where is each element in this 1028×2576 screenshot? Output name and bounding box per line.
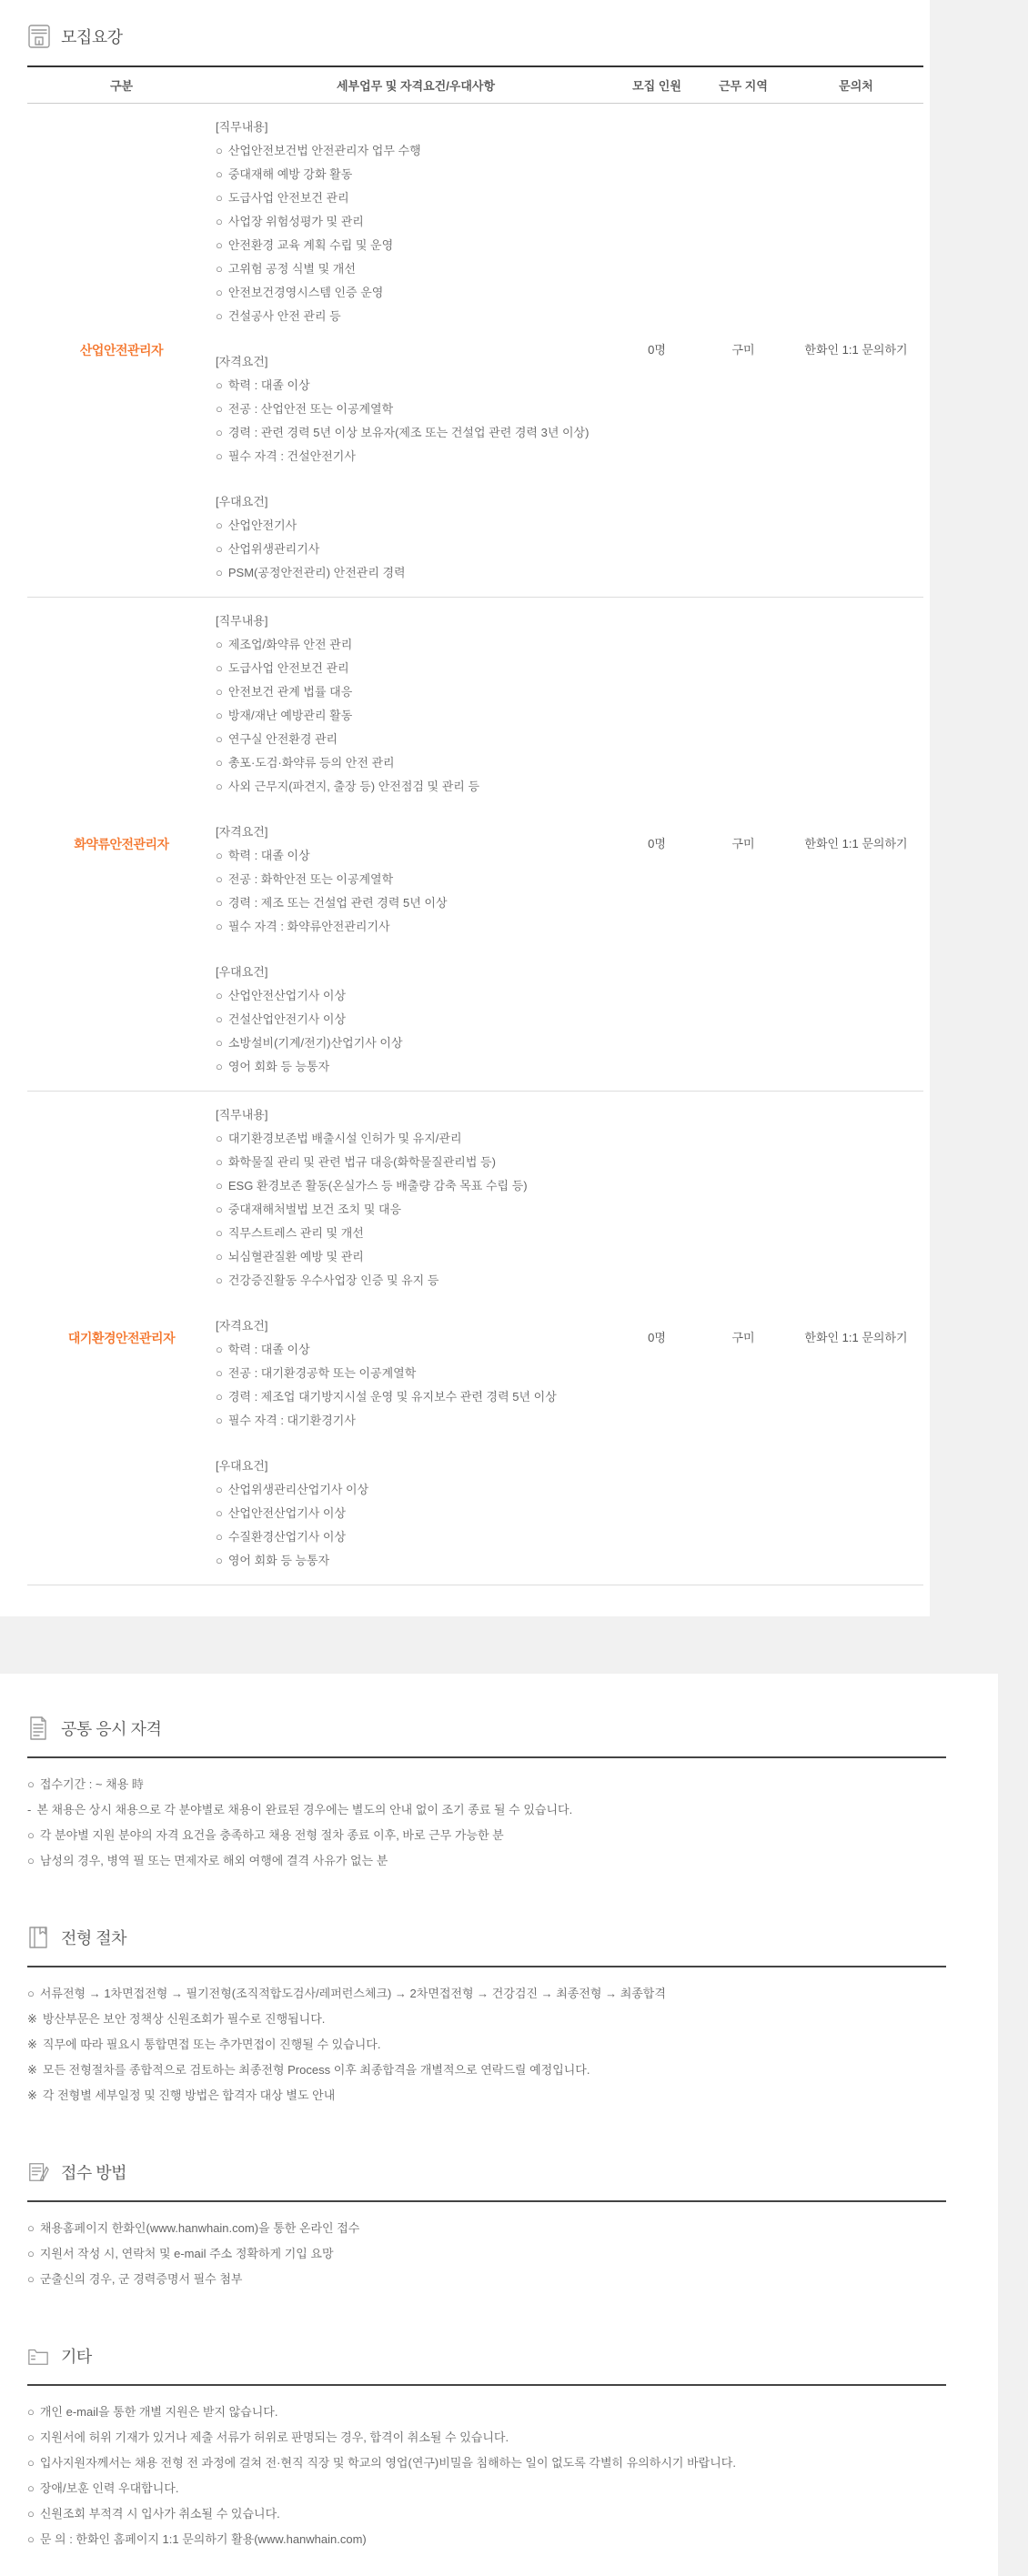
item-bullet: ○ [216, 638, 223, 651]
info-line [27, 2007, 971, 2032]
category-cell: 대기환경안전관리자 [67, 1331, 176, 1345]
detail-heading: [우대요건] [216, 965, 268, 979]
info-section [27, 2159, 971, 2292]
item-bullet: ○ [216, 1414, 223, 1427]
detail-item [216, 139, 616, 163]
detail-item-text: 전공 : 대기환경공학 또는 이공계열학 [227, 1366, 417, 1380]
info-line [27, 1797, 971, 1823]
location-cell: 구미 [731, 837, 755, 850]
info-section-title: 접수 방법 [61, 2164, 127, 2182]
detail-item-text: 화학물질 관리 및 관련 법규 대응(화학물질관리법 등) [227, 1155, 496, 1169]
category-cell: 산업안전관리자 [79, 343, 164, 357]
info-line-text: 모든 전형절차를 종합적으로 검토하는 최종전형 Process 이후 최종합격을 개별적으로 연락드릴 예정입니다. [42, 2063, 590, 2077]
info-line [27, 2400, 971, 2425]
detail-item [216, 984, 616, 1008]
detail-item [216, 704, 616, 728]
info-section-header [27, 1925, 971, 1950]
detail-item [216, 1055, 616, 1079]
detail-item [216, 891, 616, 915]
detail-item [216, 281, 616, 305]
info-section-header [27, 1716, 971, 1741]
page-title: 모집요강 [61, 28, 123, 46]
detail-item [216, 234, 616, 257]
detail-item [216, 421, 616, 445]
table-row [27, 598, 923, 1092]
info-line [27, 2527, 971, 2552]
detail-item [216, 163, 616, 186]
info-section-header [27, 2343, 971, 2369]
detail-item-text: 경력 : 제조업 대기방지시설 운영 및 유지보수 관련 경력 5년 이상 [227, 1390, 557, 1404]
info-line [27, 2241, 971, 2267]
line-marker: ○ [27, 1777, 35, 1791]
detail-item [216, 1198, 616, 1222]
detail-item-text: 뇌심혈관질환 예방 및 관리 [227, 1250, 364, 1263]
detail-section [216, 1314, 616, 1433]
headcount-cell: 0명 [648, 837, 666, 850]
detail-item [216, 1362, 616, 1385]
col-header-headcount: 모집 인원 [632, 79, 681, 93]
info-line-text: 지원서 작성 시, 연락처 및 e-mail 주소 정확하게 기입 요망 [39, 2247, 334, 2260]
detail-cell [216, 1103, 616, 1573]
line-marker: ○ [27, 1987, 35, 2000]
info-section [27, 1925, 971, 2108]
info-line-text: 서류전형 → 1차면접전형 → 필기전형(조직적합도검사/레퍼런스체크) → 2차면접전형 → 건강검진 → 최종전형 → 최종합격 [39, 1987, 666, 2000]
detail-item-text: 경력 : 관련 경력 5년 이상 보유자(제조 또는 건설업 관련 경력 3년 이상) [227, 426, 590, 439]
location-cell: 구미 [731, 1331, 755, 1344]
detail-item-text: 중대재해처벌법 보건 조치 및 대응 [227, 1202, 402, 1216]
detail-item-text: 산업위생관리산업기사 이상 [227, 1483, 369, 1496]
detail-item-text: 영어 회화 등 능통자 [227, 1554, 330, 1567]
detail-item [216, 775, 616, 799]
detail-item [216, 514, 616, 538]
info-panel [0, 1674, 998, 2576]
info-line [27, 2501, 971, 2527]
detail-heading: [자격요건] [216, 355, 268, 368]
detail-item-text: 안전보건경영시스템 인증 운영 [227, 286, 384, 299]
item-bullet: ○ [216, 1366, 223, 1380]
line-marker: ○ [27, 1828, 35, 1842]
item-bullet: ○ [216, 896, 223, 910]
line-marker: ※ [27, 2038, 37, 2051]
item-bullet: ○ [216, 167, 223, 181]
item-bullet: ○ [216, 920, 223, 933]
detail-item [216, 1269, 616, 1293]
col-header-category: 구분 [109, 79, 134, 93]
detail-item [216, 1127, 616, 1151]
document-lines-icon [27, 1716, 49, 1741]
detail-item-text: ESG 환경보존 활동(온실가스 등 배출량 감축 목표 수립 등) [227, 1179, 528, 1192]
detail-item-text: 학력 : 대졸 이상 [227, 378, 310, 392]
detail-item-text: 영어 회화 등 능통자 [227, 1060, 330, 1073]
item-bullet: ○ [216, 144, 223, 157]
clipboard-pencil-icon [27, 2159, 49, 2185]
item-bullet: ○ [216, 1226, 223, 1240]
info-section-header [27, 2159, 971, 2185]
detail-heading: [자격요건] [216, 1319, 268, 1333]
info-line-text: 방산부문은 보안 정책상 신원조회가 필수로 진행됩니다. [42, 2012, 326, 2026]
line-marker: ○ [27, 2247, 35, 2260]
item-bullet: ○ [216, 449, 223, 463]
folder-icon [27, 2343, 49, 2369]
detail-item-text: 중대재해 예방 강화 활동 [227, 167, 353, 181]
info-section [27, 1716, 971, 1874]
detail-item-text: 산업안전기사 [227, 518, 297, 532]
detail-item [216, 538, 616, 561]
item-bullet: ○ [216, 1390, 223, 1404]
detail-item [216, 1031, 616, 1055]
item-bullet: ○ [216, 1202, 223, 1216]
detail-item [216, 728, 616, 751]
line-marker: ○ [27, 2532, 35, 2546]
detail-item [216, 633, 616, 657]
line-marker: ○ [27, 2456, 35, 2470]
info-line [27, 1823, 971, 1848]
detail-item [216, 1385, 616, 1409]
item-bullet: ○ [216, 566, 223, 579]
info-line [27, 2267, 971, 2292]
detail-section [216, 350, 616, 468]
detail-section [216, 116, 616, 328]
item-bullet: ○ [216, 1273, 223, 1287]
item-bullet: ○ [216, 1506, 223, 1520]
detail-item [216, 210, 616, 234]
item-bullet: ○ [216, 709, 223, 722]
info-line-text: 접수기간 : ~ 채용 時 [39, 1777, 144, 1791]
detail-section [216, 490, 616, 585]
info-line-text: 직무에 따라 필요시 통합면접 또는 추가면접이 진행될 수 있습니다. [42, 2038, 381, 2051]
detail-item [216, 657, 616, 680]
detail-item-text: 제조업/화약류 안전 관리 [227, 638, 353, 651]
info-line [27, 1772, 971, 1797]
detail-item-text: 필수 자격 : 화약류안전관리기사 [227, 920, 390, 933]
info-line-text: 채용홈페이지 한화인(www.hanwhain.com)을 통한 온라인 접수 [39, 2221, 360, 2235]
detail-item [216, 1008, 616, 1031]
detail-item [216, 1409, 616, 1433]
detail-heading: [우대요건] [216, 495, 268, 508]
detail-item-text: 산업안전보건법 안전관리자 업무 수행 [227, 144, 421, 157]
info-section-lines [27, 1758, 971, 1874]
item-bullet: ○ [216, 238, 223, 252]
info-line [27, 1848, 971, 1874]
info-section-title: 전형 절차 [61, 1929, 127, 1947]
item-bullet: ○ [216, 262, 223, 276]
info-line-text: 본 채용은 상시 채용으로 각 분야별로 채용이 완료된 경우에는 별도의 안내 없이 조기 종료 될 수 있습니다. [36, 1803, 573, 1816]
detail-item-text: 전공 : 화학안전 또는 이공계열학 [227, 872, 394, 886]
item-bullet: ○ [216, 1132, 223, 1145]
info-line [27, 2058, 971, 2083]
detail-item-text: PSM(공정안전관리) 안전관리 경력 [227, 566, 406, 579]
detail-item [216, 1222, 616, 1245]
line-marker: ※ [27, 2063, 37, 2077]
info-section [27, 2343, 971, 2552]
detail-heading: [자격요건] [216, 825, 268, 839]
detail-item [216, 1174, 616, 1198]
item-bullet: ○ [216, 1060, 223, 1073]
item-bullet: ○ [216, 542, 223, 556]
item-bullet: ○ [216, 872, 223, 886]
detail-item [216, 1245, 616, 1269]
item-bullet: ○ [216, 1012, 223, 1026]
line-marker: ※ [27, 2012, 37, 2026]
info-section-title: 공통 응시 자격 [61, 1720, 162, 1738]
detail-item [216, 1338, 616, 1362]
detail-heading: [직무내용] [216, 1108, 268, 1122]
item-bullet: ○ [216, 1554, 223, 1567]
info-section-title: 기타 [61, 2348, 92, 2366]
detail-item-text: 건설공사 안전 관리 등 [227, 309, 341, 323]
detail-item-text: 전공 : 산업안전 또는 이공계열학 [227, 402, 394, 416]
detail-item-text: 도급사업 안전보건 관리 [227, 661, 349, 675]
item-bullet: ○ [216, 1530, 223, 1544]
detail-item-text: 안전보건 관계 법률 대응 [227, 685, 353, 699]
line-marker: ○ [27, 2405, 35, 2419]
detail-heading: [직무내용] [216, 120, 268, 134]
line-marker: ○ [27, 2507, 35, 2521]
info-line-text: 입사지원자께서는 채용 전형 전 과정에 걸쳐 전·현직 직장 및 학교의 영업(연구)비밀을 침해하는 일이 없도록 각별히 유의하시기 바랍니다. [39, 2456, 736, 2470]
info-line-text: 군출신의 경우, 군 경력증명서 필수 첨부 [39, 2272, 243, 2286]
line-marker: ○ [27, 2221, 35, 2235]
detail-item-text: 고위험 공정 식별 및 개선 [227, 262, 356, 276]
detail-item-text: 도급사업 안전보건 관리 [227, 191, 349, 205]
item-bullet: ○ [216, 989, 223, 1002]
detail-item-text: 연구실 안전환경 관리 [227, 732, 338, 746]
detail-section [216, 820, 616, 939]
detail-section [216, 1103, 616, 1293]
info-line-text: 신원조회 부적격 시 입사가 취소될 수 있습니다. [39, 2507, 280, 2521]
line-marker: ○ [27, 2430, 35, 2444]
item-bullet: ○ [216, 309, 223, 323]
info-line-text: 개인 e-mail을 통한 개별 지원은 받지 않습니다. [39, 2405, 278, 2419]
detail-item-text: 사외 근무지(파견지, 출장 등) 안전점검 및 관리 등 [227, 780, 480, 793]
info-sections [27, 1716, 971, 2552]
contact-link[interactable]: 한화인 1:1 문의하기 [804, 343, 908, 357]
info-line [27, 2425, 971, 2450]
detail-item-text: 산업안전산업기사 이상 [227, 989, 347, 1002]
category-cell: 화약류안전관리자 [74, 837, 169, 851]
detail-item-text: 방재/재난 예방관리 활동 [227, 709, 353, 722]
line-marker: ○ [27, 2481, 35, 2495]
table-row [27, 1092, 923, 1585]
detail-heading: [우대요건] [216, 1459, 268, 1473]
contact-link[interactable]: 한화인 1:1 문의하기 [804, 1331, 908, 1344]
detail-heading: [직무내용] [216, 614, 268, 628]
detail-item-text: 총포·도검·화약류 등의 안전 관리 [227, 756, 395, 770]
detail-cell [216, 116, 616, 585]
detail-item-text: 학력 : 대졸 이상 [227, 1343, 310, 1356]
detail-item [216, 397, 616, 421]
detail-item [216, 751, 616, 775]
detail-item [216, 305, 616, 328]
item-bullet: ○ [216, 849, 223, 862]
detail-cell [216, 609, 616, 1079]
detail-item [216, 1151, 616, 1174]
table-header-row [27, 67, 923, 104]
detail-item [216, 257, 616, 281]
detail-item [216, 561, 616, 585]
info-line-text: 남성의 경우, 병역 필 또는 면제자로 해외 여행에 결격 사유가 없는 분 [39, 1854, 388, 1867]
info-section-lines [27, 2386, 971, 2552]
item-bullet: ○ [216, 661, 223, 675]
line-marker: ○ [27, 1854, 35, 1867]
info-line-text: 각 전형별 세부일정 및 진행 방법은 합격자 대상 별도 안내 [42, 2088, 336, 2102]
item-bullet: ○ [216, 1250, 223, 1263]
info-line-text: 지원서에 허위 기재가 있거나 제출 서류가 허위로 판명되는 경우, 합격이 취소될 수 있습니다. [39, 2430, 509, 2444]
item-bullet: ○ [216, 215, 223, 228]
item-bullet: ○ [216, 426, 223, 439]
item-bullet: ○ [216, 286, 223, 299]
col-header-location: 근무 지역 [719, 79, 768, 93]
detail-item [216, 680, 616, 704]
item-bullet: ○ [216, 756, 223, 770]
detail-item-text: 안전환경 교육 계획 수립 및 운영 [227, 238, 394, 252]
info-section-lines [27, 1967, 971, 2108]
detail-section [216, 961, 616, 1079]
info-section-lines [27, 2202, 971, 2292]
item-bullet: ○ [216, 378, 223, 392]
table-body [27, 104, 923, 1585]
info-line [27, 2032, 971, 2058]
item-bullet: ○ [216, 518, 223, 532]
info-line [27, 1981, 971, 2007]
detail-item [216, 445, 616, 468]
info-line [27, 2450, 971, 2476]
contact-link[interactable]: 한화인 1:1 문의하기 [804, 837, 908, 850]
detail-item [216, 844, 616, 868]
detail-item-text: 건강증진활동 우수사업장 인증 및 유지 등 [227, 1273, 439, 1287]
table-row [27, 104, 923, 598]
item-bullet: ○ [216, 1483, 223, 1496]
detail-item [216, 1502, 616, 1525]
item-bullet: ○ [216, 1343, 223, 1356]
detail-section [216, 609, 616, 799]
detail-item-text: 산업안전산업기사 이상 [227, 1506, 347, 1520]
detail-item-text: 대기환경보존법 배출시설 인허가 및 유지/관리 [227, 1132, 462, 1145]
item-bullet: ○ [216, 732, 223, 746]
location-cell: 구미 [731, 343, 755, 357]
detail-item [216, 1478, 616, 1502]
item-bullet: ○ [216, 402, 223, 416]
detail-item [216, 374, 616, 397]
line-marker: ○ [27, 2272, 35, 2286]
info-line-text: 문 의 : 한화인 홈페이지 1:1 문의하기 활용(www.hanwhain.com) [39, 2532, 367, 2546]
item-bullet: ○ [216, 780, 223, 793]
col-header-contact: 문의처 [839, 79, 873, 93]
detail-item-text: 필수 자격 : 건설안전기사 [227, 449, 356, 463]
detail-item-text: 경력 : 제조 또는 건설업 관련 경력 5년 이상 [227, 896, 448, 910]
book-icon [27, 1925, 49, 1950]
col-header-details: 세부업무 및 자격요건/우대사항 [336, 79, 496, 93]
detail-item [216, 1549, 616, 1573]
recruitment-title-row [27, 24, 923, 49]
mailbox-icon [27, 24, 51, 49]
headcount-cell: 0명 [648, 343, 666, 357]
detail-item [216, 868, 616, 891]
info-line-text: 각 분야별 지원 분야의 자격 요건을 충족하고 채용 전형 절차 종료 이후, 바로 근무 가능한 분 [39, 1828, 504, 1842]
detail-item-text: 학력 : 대졸 이상 [227, 849, 310, 862]
detail-item [216, 186, 616, 210]
detail-item-text: 소방설비(기계/전기)산업기사 이상 [227, 1036, 403, 1050]
detail-item-text: 사업장 위험성평가 및 관리 [227, 215, 364, 228]
info-line [27, 2216, 971, 2241]
detail-item [216, 1525, 616, 1549]
item-bullet: ○ [216, 191, 223, 205]
item-bullet: ○ [216, 1179, 223, 1192]
headcount-cell: 0명 [648, 1331, 666, 1344]
line-marker: ※ [27, 2088, 37, 2102]
detail-item-text: 산업위생관리기사 [227, 542, 320, 556]
info-line-text: 장애/보훈 인력 우대합니다. [39, 2481, 179, 2495]
item-bullet: ○ [216, 1036, 223, 1050]
detail-section [216, 1454, 616, 1573]
detail-item-text: 건설산업안전기사 이상 [227, 1012, 347, 1026]
detail-item-text: 직무스트레스 관리 및 개선 [227, 1226, 364, 1240]
item-bullet: ○ [216, 1155, 223, 1169]
detail-item [216, 915, 616, 939]
item-bullet: ○ [216, 685, 223, 699]
info-line [27, 2083, 971, 2108]
jobs-table [27, 65, 923, 1585]
line-marker: - [27, 1803, 32, 1816]
detail-item-text: 필수 자격 : 대기환경기사 [227, 1414, 356, 1427]
info-line [27, 2476, 971, 2501]
detail-item-text: 수질환경산업기사 이상 [227, 1530, 347, 1544]
